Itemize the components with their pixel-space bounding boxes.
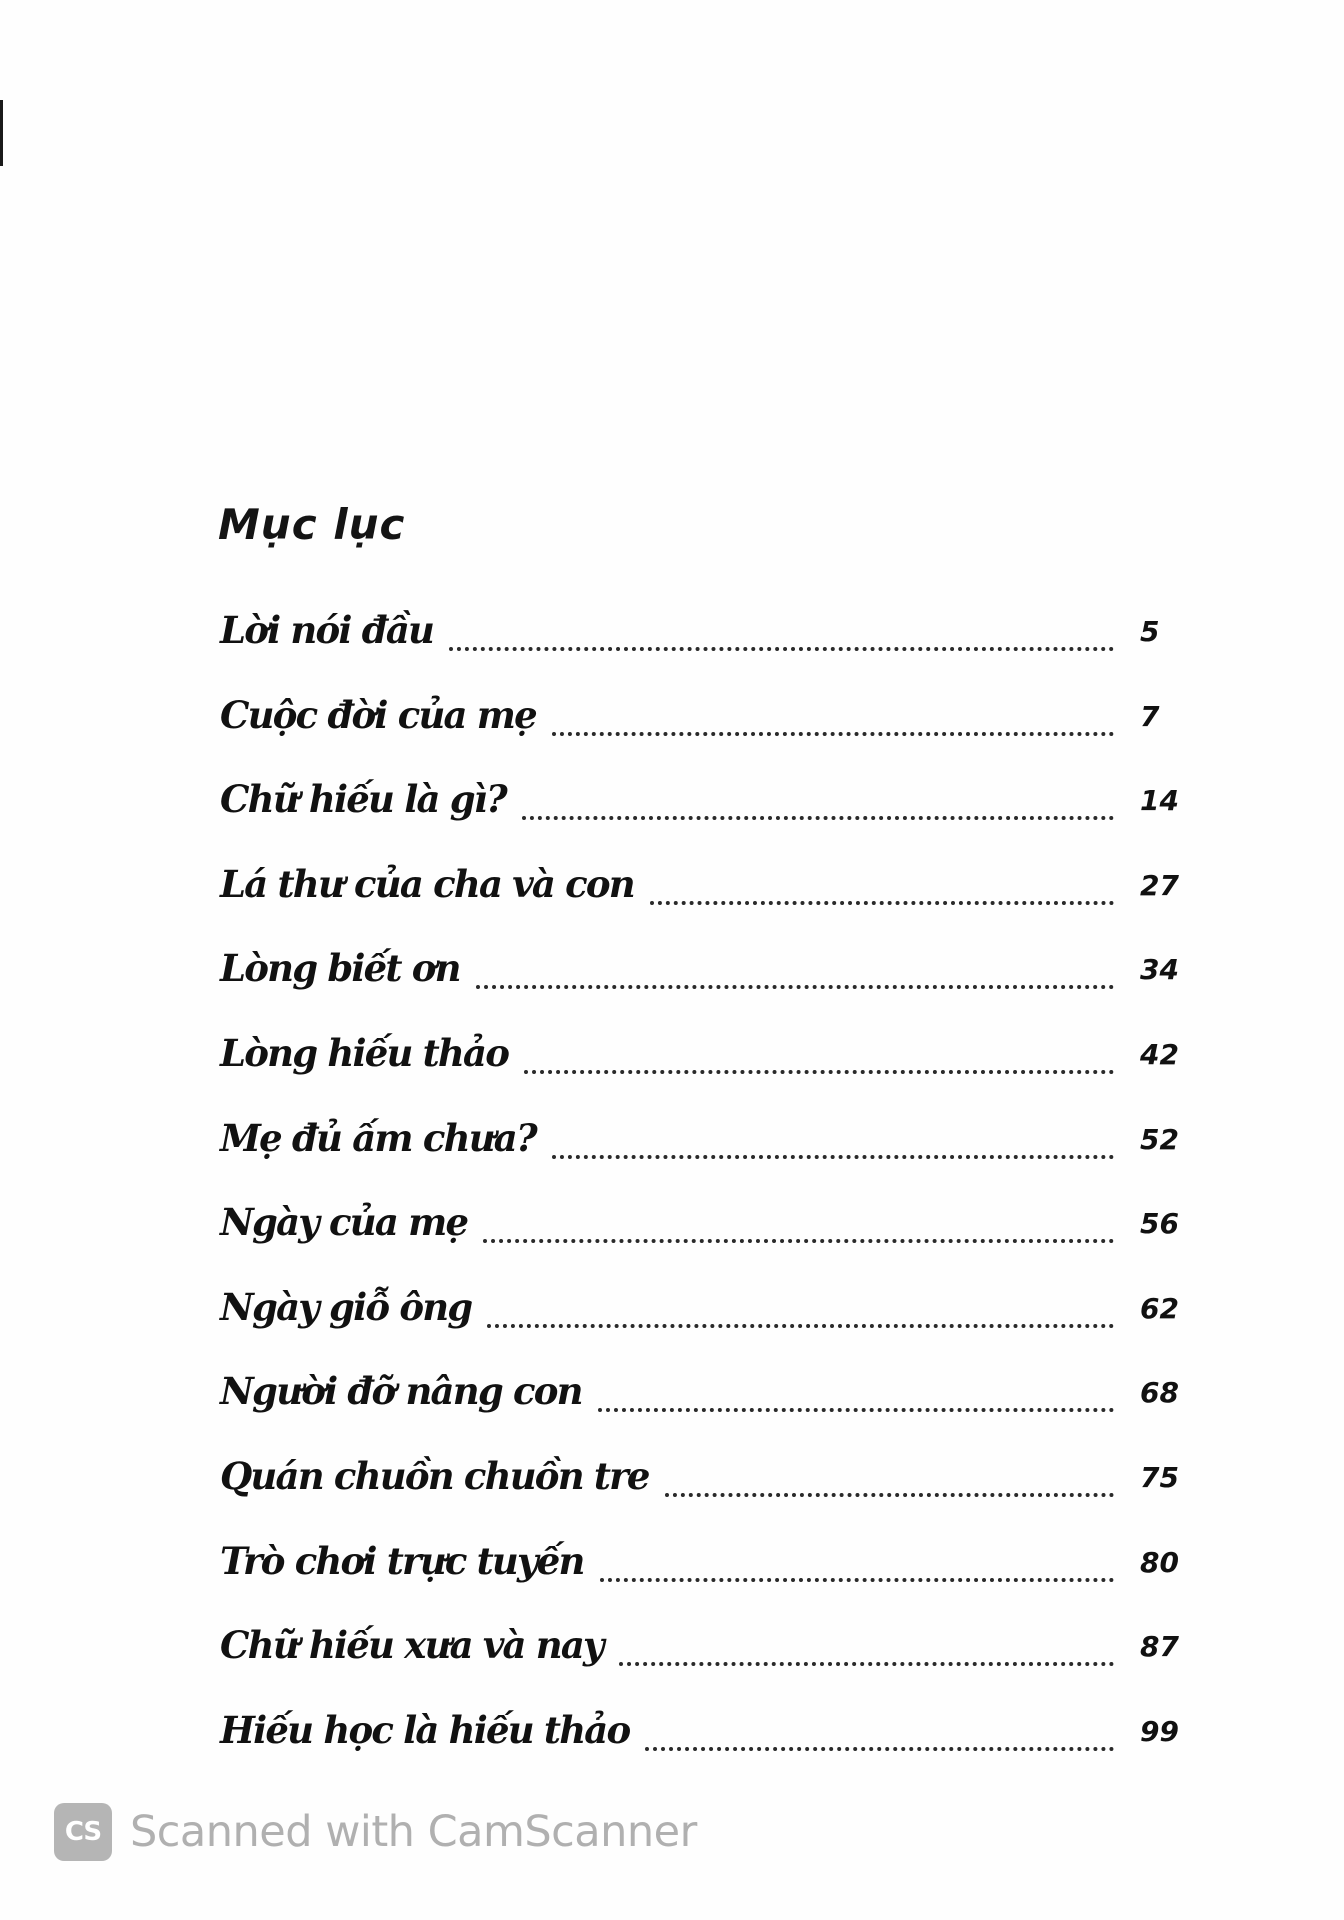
dot-leader bbox=[483, 1239, 1114, 1243]
toc-entry-page: 42 bbox=[1140, 1037, 1179, 1071]
toc-entry-page: 5 bbox=[1140, 615, 1160, 648]
toc-entry-page: 80 bbox=[1140, 1545, 1179, 1579]
camscanner-logo-icon: CS bbox=[54, 1803, 112, 1861]
toc-entry bbox=[220, 1446, 1200, 1531]
toc-entry-page: 34 bbox=[1140, 953, 1179, 987]
toc-entry bbox=[220, 938, 1200, 1023]
dot-leader bbox=[665, 1493, 1114, 1497]
toc-entry bbox=[220, 1615, 1200, 1700]
toc-entry-page: 62 bbox=[1140, 1291, 1179, 1325]
toc-entry-title: Ngày của mẹ bbox=[220, 1200, 468, 1245]
dot-leader bbox=[522, 816, 1114, 820]
toc-entry-page: 87 bbox=[1140, 1630, 1179, 1664]
dot-leader bbox=[524, 1070, 1114, 1074]
toc-entry bbox=[220, 1700, 1200, 1785]
toc-entry-title: Chữ hiếu xưa và nay bbox=[220, 1623, 603, 1668]
toc-entry-title: Quán chuồn chuồn tre bbox=[220, 1453, 649, 1498]
dot-leader bbox=[552, 1155, 1114, 1159]
toc-entry-page: 14 bbox=[1140, 784, 1179, 818]
page-title: Mục lục bbox=[218, 500, 406, 550]
toc-entry bbox=[220, 769, 1200, 854]
toc-entry-title: Hiếu học là hiếu thảo bbox=[220, 1707, 630, 1752]
dot-leader bbox=[476, 985, 1114, 989]
watermark-text: Scanned with CamScanner bbox=[130, 1807, 697, 1857]
dot-leader bbox=[598, 1408, 1114, 1412]
toc-entry-title: Lời nói đầu bbox=[220, 608, 434, 652]
dot-leader bbox=[645, 1747, 1114, 1751]
toc-entry-page: 99 bbox=[1140, 1714, 1179, 1748]
toc-entry bbox=[220, 685, 1200, 770]
toc-entry-title: Chữ hiếu là gì? bbox=[220, 777, 506, 822]
scan-edge-mark bbox=[0, 100, 3, 166]
dot-leader bbox=[650, 901, 1114, 905]
toc-entry-page: 75 bbox=[1140, 1460, 1179, 1494]
toc-entry bbox=[220, 1277, 1200, 1362]
toc-entry-page: 68 bbox=[1140, 1376, 1179, 1410]
dot-leader bbox=[600, 1578, 1114, 1582]
dot-leader bbox=[487, 1324, 1114, 1328]
toc-entry bbox=[220, 600, 1200, 685]
toc-entry-title: Trò chơi trực tuyến bbox=[220, 1538, 584, 1583]
toc-entry-title: Lá thư của cha và con bbox=[220, 861, 634, 906]
dot-leader bbox=[619, 1662, 1114, 1666]
toc-entry bbox=[220, 1192, 1200, 1277]
toc-entry bbox=[220, 1361, 1200, 1446]
dot-leader bbox=[552, 732, 1114, 736]
toc-entry-title: Ngày giỗ ông bbox=[220, 1284, 472, 1329]
table-of-contents bbox=[220, 600, 1200, 1784]
toc-entry bbox=[220, 1108, 1200, 1193]
camscanner-watermark bbox=[54, 1803, 697, 1861]
toc-entry-title: Lòng hiếu thảo bbox=[220, 1030, 509, 1075]
dot-leader bbox=[449, 647, 1114, 651]
toc-entry-title: Người đỡ nâng con bbox=[220, 1369, 582, 1414]
toc-entry-title: Cuộc đời của mẹ bbox=[220, 692, 536, 737]
toc-entry-page: 27 bbox=[1140, 868, 1179, 902]
toc-entry-page: 7 bbox=[1140, 699, 1160, 733]
toc-entry-title: Mẹ đủ ấm chưa? bbox=[220, 1115, 536, 1160]
toc-entry bbox=[220, 1023, 1200, 1108]
toc-entry bbox=[220, 1531, 1200, 1616]
toc-entry-page: 56 bbox=[1140, 1207, 1179, 1241]
toc-entry-title: Lòng biết ơn bbox=[220, 946, 460, 991]
toc-entry bbox=[220, 854, 1200, 939]
toc-entry-page: 52 bbox=[1140, 1122, 1179, 1156]
